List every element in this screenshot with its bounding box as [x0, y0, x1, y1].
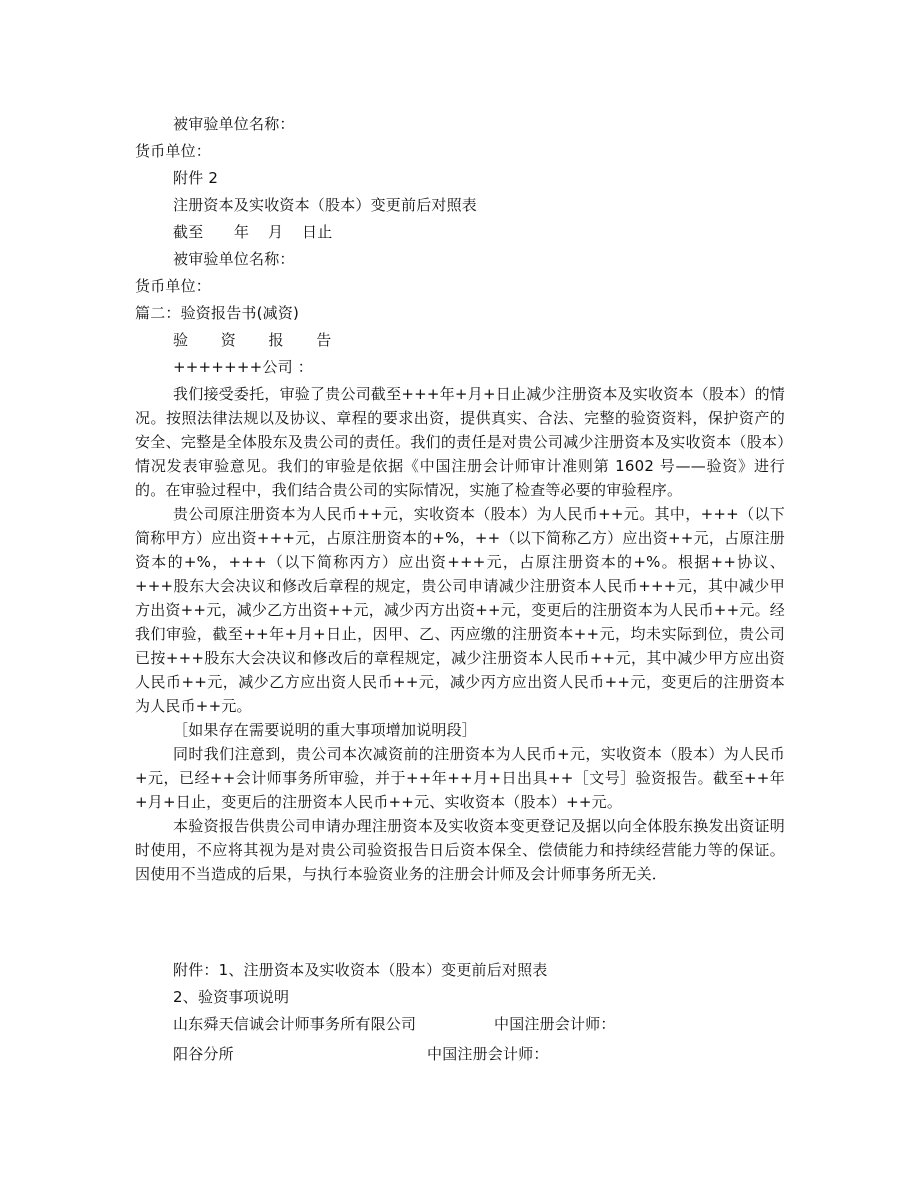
currency-unit-label-2: 货币单位： — [135, 277, 212, 295]
paragraph-emphasis-note: ［如果存在需要说明的重大事项增加说明段］ — [173, 721, 478, 739]
date-day-label: 日止 — [302, 223, 333, 241]
currency-unit-label: 货币单位： — [135, 142, 212, 160]
comparison-table-title: 注册资本及实收资本（股本）变更前后对照表 — [173, 196, 478, 214]
date-month-label: 月 — [268, 223, 284, 241]
cpa-signature-label-2: 中国注册会计师： — [427, 1045, 549, 1063]
attachment-list-item-2: 2、验资事项说明 — [173, 988, 290, 1006]
date-year-label: 年 — [234, 223, 250, 241]
firm-name: 山东舜天信诚会计师事务所有限公司 — [173, 1015, 417, 1033]
report-body — [135, 382, 785, 886]
audited-unit-name-label-2: 被审验单位名称： — [173, 250, 295, 268]
section-heading: 篇二：验资报告书(减资) — [135, 304, 300, 322]
report-title: 验 资 报 告 — [173, 331, 346, 349]
audited-unit-name-label: 被审验单位名称： — [173, 115, 295, 133]
attachment-number: 附件 2 — [173, 169, 219, 187]
paragraph-engagement: 我们接受委托，审验了贵公司截至+++年+月+日止减少注册资本及实收资本（股本）的情况。按照法律法规以及协议、章程的要求出资，提供真实、合法、完整的验资资料，保护资产的安全、完整是全体股东及贵公司的责任。我们的责任是对贵公司减少注册资本及实收资本（股本）情况发表审验意见。我们的审验是依据《中国注册会计师审计准则第 1602 号——验资》进行的。在审验过程中，我们结合贵公司的实际情况，实施了检查等必要的审验程序。 — [135, 385, 785, 499]
addressee: +++++++公司 ： — [173, 358, 313, 376]
cpa-signature-label-1: 中国注册会计师： — [494, 1015, 616, 1033]
attachment-list-item-1: 附件：1、注册资本及实收资本（股本）变更前后对照表 — [173, 961, 548, 979]
date-as-of-label: 截至 — [173, 223, 204, 241]
branch-name: 阳谷分所 — [173, 1045, 234, 1063]
paragraph-prior-audit: 同时我们注意到，贵公司本次减资前的注册资本为人民币+元，实收资本（股本）为人民币+元，已经++会计师事务所审验，并于++年++月+日出具++［文号］验资报告。截至++年+月+日止，变更后的注册资本人民币++元、实收资本（股本）++元。 — [135, 745, 785, 811]
paragraph-usage-restriction: 本验资报告供贵公司申请办理注册资本及实收资本变更登记及据以向全体股东换发出资证明时使用，不应将其视为是对贵公司验资报告日后资本保全、偿债能力和持续经营能力等的保证。因使用不当造成的后果，与执行本验资业务的注册会计师及会计师事务所无关． — [135, 817, 785, 883]
paragraph-capital-details: 贵公司原注册资本为人民币++元，实收资本（股本）为人民币++元。其中，+++（以下简称甲方）应出资+++元，占原注册资本的+%，++（以下简称乙方）应出资++元，占原注册资本的+%，+++（以下简称丙方）应出资+++元，占原注册资本的+%。根据++协议、+++股东大会决议和修改后章程的规定，贵公司申请减少注册资本人民币+++元，其中减少甲方出资++元，减少乙方出资++元，减少丙方出资++元，变更后的注册资本为人民币++元。经我们审验，截至++年+月+日止，因甲、乙、丙应缴的注册资本++元，均未实际到位，贵公司已按+++股东大会决议和修改后的章程规定，减少注册资本人民币++元，其中减少甲方应出资人民币++元，减少乙方应出资人民币++元，减少丙方应出资人民币++元，变更后的注册资本为人民币++元。 — [135, 505, 785, 715]
